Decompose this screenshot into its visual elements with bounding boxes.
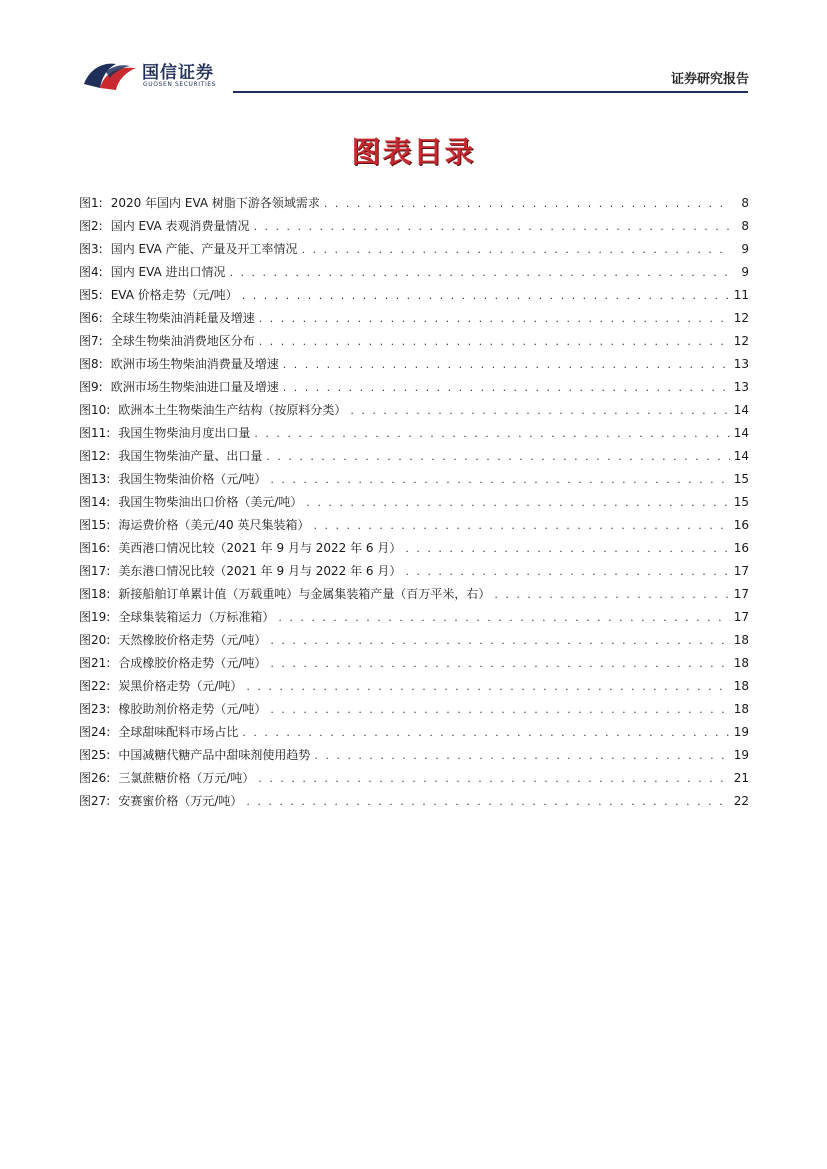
toc-figure-number: 图12: [79, 449, 111, 463]
header-divider [233, 91, 748, 93]
guosen-logo [82, 56, 232, 96]
toc-dot-leader [324, 192, 731, 215]
toc-figure-title: 我国生物柴油出口价格（美元/吨） [118, 495, 303, 509]
toc-figure-number: 图4: [79, 265, 103, 279]
toc-figure-number: 图19: [79, 610, 111, 624]
toc-entry[interactable] [79, 468, 749, 491]
figure-toc-list [79, 192, 749, 813]
toc-figure-title: 国内 EVA 产能、产量及开工率情况 [110, 242, 298, 256]
toc-figure-title: EVA 价格走势（元/吨） [110, 288, 238, 302]
toc-page-number: 15 [733, 472, 749, 486]
toc-dot-leader [313, 514, 729, 537]
toc-figure-title: 海运费价格（美元/40 英尺集装箱） [118, 518, 310, 532]
toc-entry[interactable] [79, 560, 749, 583]
toc-figure-title: 欧洲市场生物柴油进口量及增速 [110, 380, 279, 394]
toc-dot-leader [270, 629, 729, 652]
toc-dot-leader [266, 445, 729, 468]
toc-figure-number: 图11: [79, 426, 111, 440]
toc-figure-title: 安赛蜜价格（万元/吨） [118, 794, 243, 808]
toc-figure-number: 图18: [79, 587, 111, 601]
toc-page-number: 16 [733, 541, 749, 555]
toc-figure-number: 图8: [79, 357, 103, 371]
toc-figure-number: 图23: [79, 702, 111, 716]
toc-figure-number: 图15: [79, 518, 111, 532]
toc-page-number: 14 [733, 449, 749, 463]
toc-entry[interactable] [79, 261, 749, 284]
toc-entry[interactable] [79, 238, 749, 261]
toc-figure-title: 三氯蔗糖价格（万元/吨） [118, 771, 255, 785]
toc-page-number: 17 [733, 610, 749, 624]
toc-figure-number: 图27: [79, 794, 111, 808]
toc-figure-title: 全球生物柴油消耗量及增速 [110, 311, 255, 325]
brand-name-cn: 国信证券 [142, 63, 214, 83]
toc-figure-title: 我国生物柴油月度出口量 [118, 426, 251, 440]
toc-figure-title: 美西港口情况比较（2021 年 9 月与 2022 年 6 月） [118, 541, 402, 555]
toc-page-number: 19 [733, 725, 749, 739]
toc-entry[interactable] [79, 376, 749, 399]
toc-figure-title: 国内 EVA 进出口情况 [110, 265, 226, 279]
toc-dot-leader [405, 560, 729, 583]
toc-figure-number: 图22: [79, 679, 111, 693]
toc-page-number: 21 [733, 771, 749, 785]
toc-entry[interactable] [79, 767, 749, 790]
toc-entry[interactable] [79, 606, 749, 629]
toc-dot-leader [283, 376, 730, 399]
toc-figure-title: 橡胶助剂价格走势（元/吨） [118, 702, 267, 716]
toc-figure-title: 2020 年国内 EVA 树脂下游各领域需求 [110, 196, 320, 210]
toc-dot-leader [258, 767, 729, 790]
toc-figure-title: 欧洲市场生物柴油消费量及增速 [110, 357, 279, 371]
toc-page-number: 17 [733, 587, 749, 601]
toc-figure-number: 图21: [79, 656, 111, 670]
toc-page-number: 8 [741, 196, 749, 210]
toc-dot-leader [405, 537, 729, 560]
toc-page-number: 8 [741, 219, 749, 233]
toc-dot-leader [246, 790, 729, 813]
toc-figure-title: 新接船舶订单累计值（万载重吨）与金属集装箱产量（百万平米，右） [118, 587, 491, 601]
toc-figure-number: 图13: [79, 472, 111, 486]
toc-dot-leader [270, 652, 729, 675]
toc-entry[interactable] [79, 422, 749, 445]
toc-page-number: 12 [733, 334, 749, 348]
toc-page-number: 18 [733, 633, 749, 647]
toc-entry[interactable] [79, 790, 749, 813]
toc-figure-title: 美东港口情况比较（2021 年 9 月与 2022 年 6 月） [118, 564, 402, 578]
toc-dot-leader [270, 468, 729, 491]
toc-figure-number: 图16: [79, 541, 111, 555]
toc-page-number: 17 [733, 564, 749, 578]
toc-figure-number: 图25: [79, 748, 111, 762]
brand-name-en: GUOSEN SECURITIES [143, 81, 217, 88]
toc-figure-number: 图20: [79, 633, 111, 647]
toc-figure-number: 图17: [79, 564, 111, 578]
toc-page-number: 18 [733, 702, 749, 716]
toc-figure-number: 图10: [79, 403, 111, 417]
report-type-label: 证券研究报告 [670, 72, 749, 87]
toc-entry[interactable] [79, 445, 749, 468]
toc-page-number: 16 [733, 518, 749, 532]
toc-dot-leader [242, 284, 730, 307]
toc-dot-leader [259, 330, 730, 353]
page-title: 图表目录 [351, 135, 476, 169]
toc-dot-leader [242, 721, 729, 744]
toc-page-number: 22 [733, 794, 749, 808]
toc-page-number: 14 [733, 426, 749, 440]
toc-figure-title: 国内 EVA 表观消费量情况 [110, 219, 250, 233]
toc-page-number: 13 [733, 357, 749, 371]
toc-entry[interactable] [79, 307, 749, 330]
toc-entry[interactable] [79, 744, 749, 767]
toc-page-number: 12 [733, 311, 749, 325]
toc-page-number: 13 [733, 380, 749, 394]
toc-page-number: 9 [741, 242, 749, 256]
toc-figure-number: 图14: [79, 495, 111, 509]
toc-dot-leader [494, 583, 729, 606]
toc-dot-leader [230, 261, 731, 284]
toc-dot-leader [283, 353, 730, 376]
toc-entry[interactable] [79, 652, 749, 675]
toc-figure-title: 我国生物柴油产量、出口量 [118, 449, 263, 463]
toc-page-number: 15 [733, 495, 749, 509]
toc-dot-leader [246, 675, 729, 698]
toc-dot-leader [270, 698, 729, 721]
guosen-logo-mark-icon [82, 58, 138, 92]
toc-figure-title: 合成橡胶价格走势（元/吨） [118, 656, 267, 670]
toc-figure-title: 中国减糖代糖产品中甜味剂使用趋势 [118, 748, 311, 762]
toc-figure-number: 图6: [79, 311, 103, 325]
toc-dot-leader [259, 307, 730, 330]
toc-figure-title: 全球甜味配料市场占比 [118, 725, 239, 739]
toc-dot-leader [350, 399, 729, 422]
toc-entry[interactable] [79, 491, 749, 514]
toc-figure-number: 图7: [79, 334, 103, 348]
toc-figure-number: 图3: [79, 242, 103, 256]
toc-figure-title: 天然橡胶价格走势（元/吨） [118, 633, 267, 647]
toc-entry[interactable] [79, 399, 749, 422]
toc-figure-number: 图24: [79, 725, 111, 739]
toc-entry[interactable] [79, 215, 749, 238]
toc-entry[interactable] [79, 675, 749, 698]
toc-page-number: 18 [733, 679, 749, 693]
toc-figure-number: 图2: [79, 219, 103, 233]
page-header [0, 0, 827, 100]
toc-dot-leader [302, 238, 731, 261]
toc-entry[interactable] [79, 330, 749, 353]
toc-figure-title: 我国生物柴油价格（元/吨） [118, 472, 267, 486]
toc-page-number: 9 [741, 265, 749, 279]
toc-entry[interactable] [79, 353, 749, 376]
toc-entry[interactable] [79, 583, 749, 606]
toc-page-number: 14 [733, 403, 749, 417]
toc-figure-title: 炭黑价格走势（元/吨） [118, 679, 243, 693]
toc-page-number: 19 [733, 748, 749, 762]
toc-dot-leader [254, 422, 729, 445]
toc-dot-leader [306, 491, 729, 514]
toc-entry[interactable] [79, 698, 749, 721]
toc-figure-number: 图1: [79, 196, 103, 210]
toc-figure-title: 欧洲本土生物柴油生产结构（按原料分类） [118, 403, 347, 417]
toc-page-number: 11 [733, 288, 749, 302]
toc-figure-title: 全球集装箱运力（万标准箱） [118, 610, 275, 624]
toc-figure-title: 全球生物柴油消费地区分布 [110, 334, 255, 348]
toc-entry[interactable] [79, 537, 749, 560]
toc-figure-number: 图26: [79, 771, 111, 785]
toc-entry[interactable] [79, 284, 749, 307]
toc-entry[interactable] [79, 629, 749, 652]
toc-entry[interactable] [79, 721, 749, 744]
toc-figure-number: 图5: [79, 288, 103, 302]
toc-entry[interactable] [79, 192, 749, 215]
toc-dot-leader [254, 215, 731, 238]
toc-dot-leader [278, 606, 729, 629]
toc-figure-number: 图9: [79, 380, 103, 394]
toc-dot-leader [314, 744, 729, 767]
toc-page-number: 18 [733, 656, 749, 670]
toc-entry[interactable] [79, 514, 749, 537]
